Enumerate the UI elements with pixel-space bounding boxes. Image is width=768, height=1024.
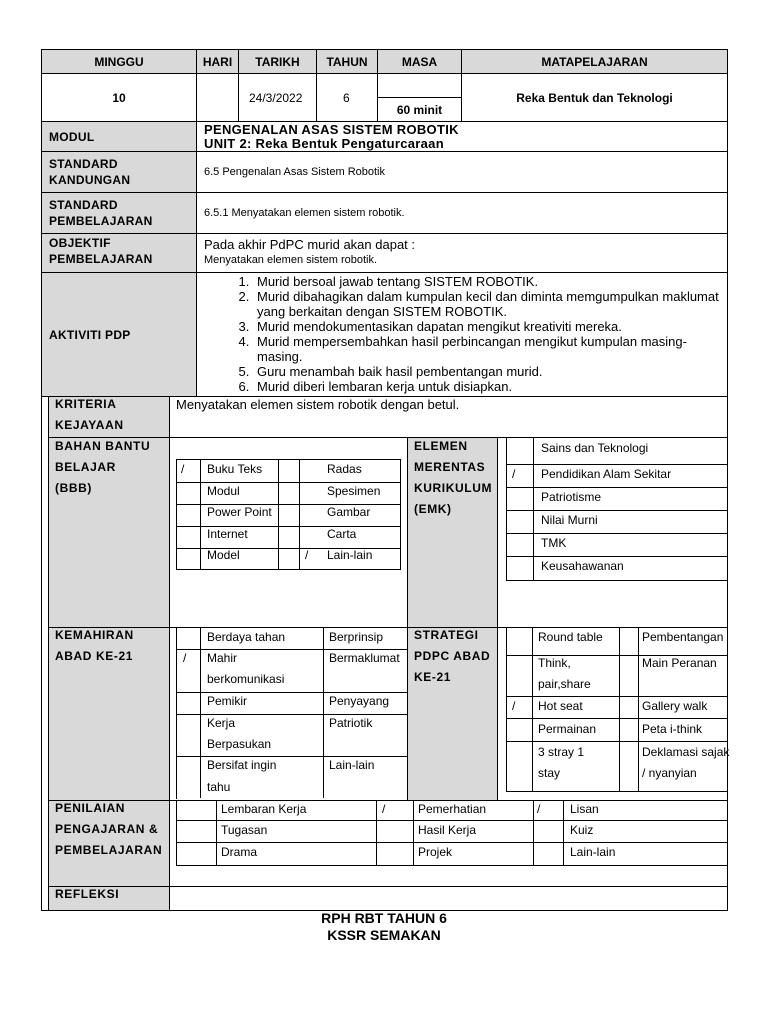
abad-item: Bermaklumat (329, 651, 400, 665)
kriteria-label: KRITERIA KEJAYAAN (55, 397, 124, 432)
abad-item: Patriotik (329, 716, 373, 730)
objektif-line2: Menyatakan elemen sistem robotik. (204, 254, 378, 266)
divider-penilaian (48, 886, 728, 887)
abad-mark: / (183, 651, 187, 665)
penilaian-item: Projek (418, 845, 453, 859)
matapelajaran-header: MATAPELAJARAN (461, 49, 728, 74)
modul-value (196, 121, 728, 152)
penilaian-mark: / (537, 802, 541, 816)
penilaian-item: Kuiz (570, 823, 594, 837)
bbb-item: Model (207, 548, 240, 562)
aktiviti-label: AKTIVITI PDP (41, 272, 197, 397)
abad-item: Lain-lain (329, 758, 375, 772)
bbb-item: Carta (327, 527, 357, 541)
strategi-item: Deklamasi sajak (642, 745, 730, 759)
standard-pembelajaran-value: 6.5.1 Menyatakan elemen sistem robotik. (196, 192, 728, 234)
masa-value: 60 minit (377, 97, 462, 122)
aktiviti-item: 2. Murid dibahagikan dalam kumpulan kecil dan diminta memgumpulkan maklumat yang berkaitan dengan SISTEM ROBOTIK. (253, 289, 721, 319)
hari-header: HARI (196, 49, 239, 74)
standard-kandungan-value: 6.5 Pengenalan Asas Sistem Robotik (196, 151, 728, 193)
strategi-item: Hot seat (538, 699, 583, 713)
aktiviti-item: 1. Murid bersoal jawab tentang SISTEM ROBOTIK. (253, 274, 721, 289)
strategi-item: Permainan (538, 722, 597, 736)
aktiviti-item: 6. Murid diberi lembaran kerja untuk disiapkan. (253, 379, 721, 394)
modul-line1: PENGENALAN ASAS SISTEM ROBOTIK (204, 122, 459, 137)
matapelajaran-value: Reka Bentuk dan Teknologi (461, 73, 728, 122)
strategi-item: / nyanyian (642, 766, 697, 780)
bbb-item: Radas (327, 462, 362, 476)
strategi-item: Main Peranan (642, 656, 717, 670)
tarikh-value: 24/3/2022 (238, 73, 317, 122)
penilaian-item: Pemerhatian (418, 802, 487, 816)
minggu-header: MINGGU (41, 49, 197, 74)
penilaian-item: Lain-lain (570, 845, 616, 859)
masa-top-cell (377, 73, 462, 98)
objektif-value (196, 233, 728, 273)
tarikh-header: TARIKH (238, 49, 317, 74)
penilaian-item: Drama (221, 845, 258, 859)
abad-item: Penyayang (329, 694, 390, 708)
minggu-value: 10 (41, 73, 197, 122)
strategi-item: pair,share (538, 677, 591, 691)
strategi-item: Pembentangan (642, 630, 724, 644)
modul-line2: UNIT 2: Reka Bentuk Pengaturcaraan (204, 136, 444, 151)
objektif-line1: Pada akhir PdPC murid akan dapat : (204, 237, 416, 252)
emk-item: Patriotisme (541, 490, 602, 504)
abad-item: Pemikir (207, 694, 248, 708)
abad-label: KEMAHIRAN ABAD KE-21 (55, 628, 134, 663)
abad-item: Kerja (207, 716, 236, 730)
abad-item: Berdaya tahan (207, 630, 286, 644)
abad-item: Berprinsip (329, 630, 384, 644)
abad-item: Mahir (207, 651, 238, 665)
penilaian-item: Hasil Kerja (418, 823, 477, 837)
strategi-item: Peta i-think (642, 722, 703, 736)
penilaian-label: PENILAIAN PENGAJARAN & PEMBELAJARAN (55, 801, 163, 857)
bbb-item: Internet (207, 527, 248, 541)
aktiviti-item: 5. Guru menambah baik hasil pembentangan murid. (253, 364, 721, 379)
abad-item: tahu (207, 780, 231, 794)
abad-item: Bersifat ingin (207, 758, 277, 772)
footer-title (0, 910, 768, 944)
aktiviti-list (197, 274, 721, 394)
strategi-mark: / (512, 699, 516, 713)
penilaian-item: Lisan (570, 802, 599, 816)
strategi-label: STRATEGI PDPC ABAD KE-21 (414, 628, 491, 684)
standard-kandungan-label: STANDARD KANDUNGAN (41, 151, 197, 193)
bbb-item: Modul (207, 484, 240, 498)
aktiviti-value (196, 272, 728, 397)
aktiviti-item: 4. Murid mempersembahkan hasil perbincangan mengikut kumpulan masing-masing. (253, 334, 721, 364)
strategi-item: Round table (538, 630, 603, 644)
bbb-mark: / (305, 548, 309, 562)
emk-item: Keusahawanan (541, 559, 624, 573)
bbb-item: Lain-lain (327, 548, 373, 562)
masa-header: MASA (377, 49, 462, 74)
emk-item: Pendidikan Alam Sekitar (541, 467, 672, 481)
aktiviti-item: 3. Murid mendokumentasikan dapatan mengikut kreativiti mereka. (253, 319, 721, 334)
emk-item: TMK (541, 536, 567, 550)
standard-pembelajaran-label: STANDARD PEMBELAJARAN (41, 192, 197, 234)
penilaian-item: Lembaran Kerja (221, 802, 307, 816)
emk-item: Sains dan Teknologi (541, 441, 649, 455)
strategi-item: stay (538, 766, 561, 780)
penilaian-item: Tugasan (221, 823, 268, 837)
emk-mark: / (512, 467, 516, 481)
kriteria-value: Menyatakan elemen sistem robotik dengan betul. (176, 397, 460, 412)
bbb-mark: / (181, 462, 185, 476)
abad-item: Berpasukan (207, 737, 272, 751)
hari-value (196, 73, 239, 122)
objektif-label: OBJEKTIF PEMBELAJARAN (41, 233, 197, 273)
bbb-label: BAHAN BANTU BELAJAR (BBB) (55, 439, 151, 495)
bbb-item: Gambar (327, 505, 371, 519)
penilaian-mark: / (382, 802, 386, 816)
tahun-header: TAHUN (316, 49, 378, 74)
bbb-item: Power Point (207, 505, 272, 519)
strategi-item: Think, (538, 656, 571, 670)
abad-item: berkomunikasi (207, 672, 285, 686)
bbb-item: Spesimen (327, 484, 381, 498)
emk-label: ELEMEN MERENTAS KURIKULUM (EMK) (414, 439, 493, 516)
modul-label: MODUL (41, 121, 197, 152)
strategi-item: 3 stray 1 (538, 745, 585, 759)
tahun-value: 6 (316, 73, 378, 122)
strategi-item: Gallery walk (642, 699, 708, 713)
footer-line1: RPH RBT TAHUN 6 (321, 910, 447, 926)
footer-line2: KSSR SEMAKAN (327, 927, 441, 943)
refleksi-label: REFLEKSI (55, 887, 120, 901)
emk-item: Nilai Murni (541, 513, 598, 527)
bbb-item: Buku Teks (207, 462, 263, 476)
